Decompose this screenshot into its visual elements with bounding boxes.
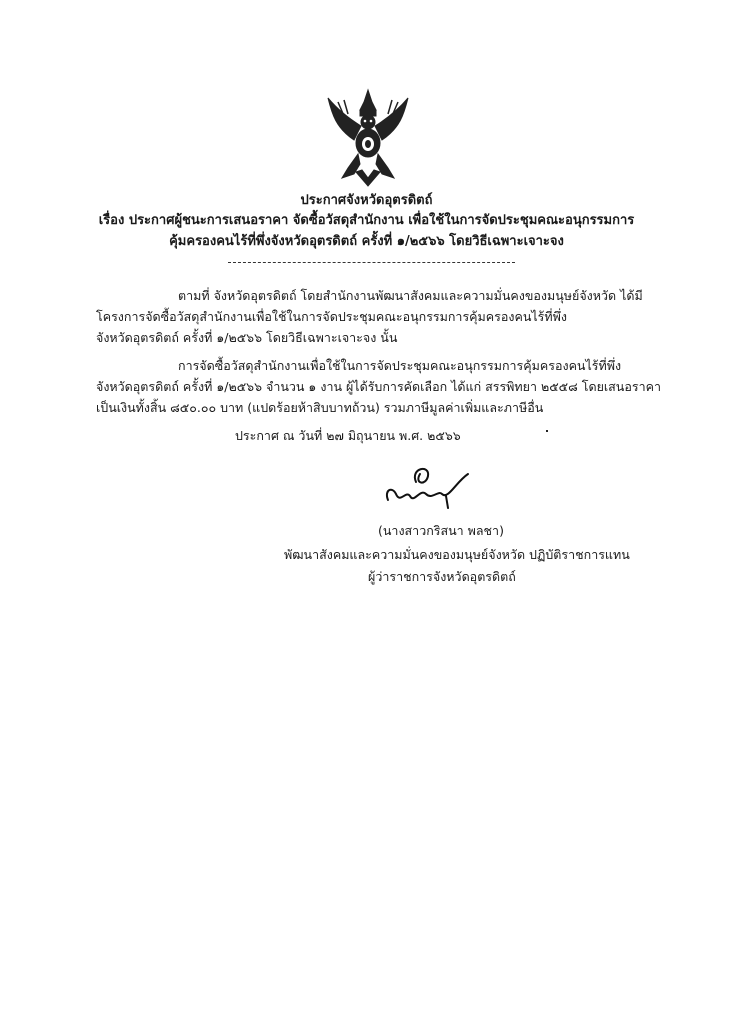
paragraph-1-line-1: ตามที่ จังหวัดอุตรดิตถ์ โดยสำนักงานพัฒนาสังคมและความมั่นคงของมนุษย์จังหวัด ได้มี [178, 288, 643, 303]
paragraph-2-line-2: จังหวัดอุตรดิตถ์ ครั้งที่ ๑/๒๕๖๖ จำนวน ๑ งาน ผู้ได้รับการคัดเลือก ได้แก่ สรรพิทยา ๒๕๕๘ โดยเสนอราคา [96, 379, 661, 394]
subject-line-2: คุ้มครองคนไร้ที่พึ่งจังหวัดอุตรดิตถ์ ครั้งที่ ๑/๒๕๖๖ โดยวิธีเฉพาะเจาะจง [169, 234, 564, 249]
subject-line-1: เรื่อง ประกาศผู้ชนะการเสนอราคา จัดซื้อวัสดุสำนักงาน เพื่อใช้ในการจัดประชุมคณะอนุกรรมการ [98, 213, 635, 228]
paragraph-2-line-1: การจัดซื้อวัสดุสำนักงานเพื่อใช้ในการจัดประชุมคณะอนุกรรมการคุ้มครองคนไร้ที่พึ่ง [178, 358, 622, 373]
signatory-position-2: ผู้ว่าราชการจังหวัดอุตรดิตถ์ [368, 569, 516, 584]
dot-mark [546, 430, 548, 432]
paragraph-1-line-2: โครงการจัดซื้อวัสดุสำนักงานเพื่อใช้ในการจัดประชุมคณะอนุกรรมการคุ้มครองคนไร้ที่พึ่ง [96, 309, 567, 324]
signatory-position-1: พัฒนาสังคมและความมั่นคงของมนุษย์จังหวัด ปฏิบัติราชการแทน [284, 547, 630, 562]
announcement-date: ประกาศ ณ วันที่ ๒๗ มิถุนายน พ.ศ. ๒๕๖๖ [235, 428, 461, 443]
handwritten-signature [380, 460, 470, 510]
document-title: ประกาศจังหวัดอุตรดิตถ์ [300, 193, 433, 208]
paragraph-2-line-3: เป็นเงินทั้งสิ้น ๘๕๐.๐๐ บาท (แปดร้อยห้าสิบบาทถ้วน) รวมภาษีมูลค่าเพิ่มและภาษีอื่น [96, 400, 544, 415]
garuda-emblem-icon [318, 88, 418, 188]
signatory-name: (นางสาวกริสนา พลชา) [378, 523, 504, 538]
paragraph-1-line-3: จังหวัดอุตรดิตถ์ ครั้งที่ ๑/๒๕๖๖ โดยวิธีเฉพาะเจาะจง นั้น [96, 330, 398, 345]
separator-line [228, 262, 515, 263]
